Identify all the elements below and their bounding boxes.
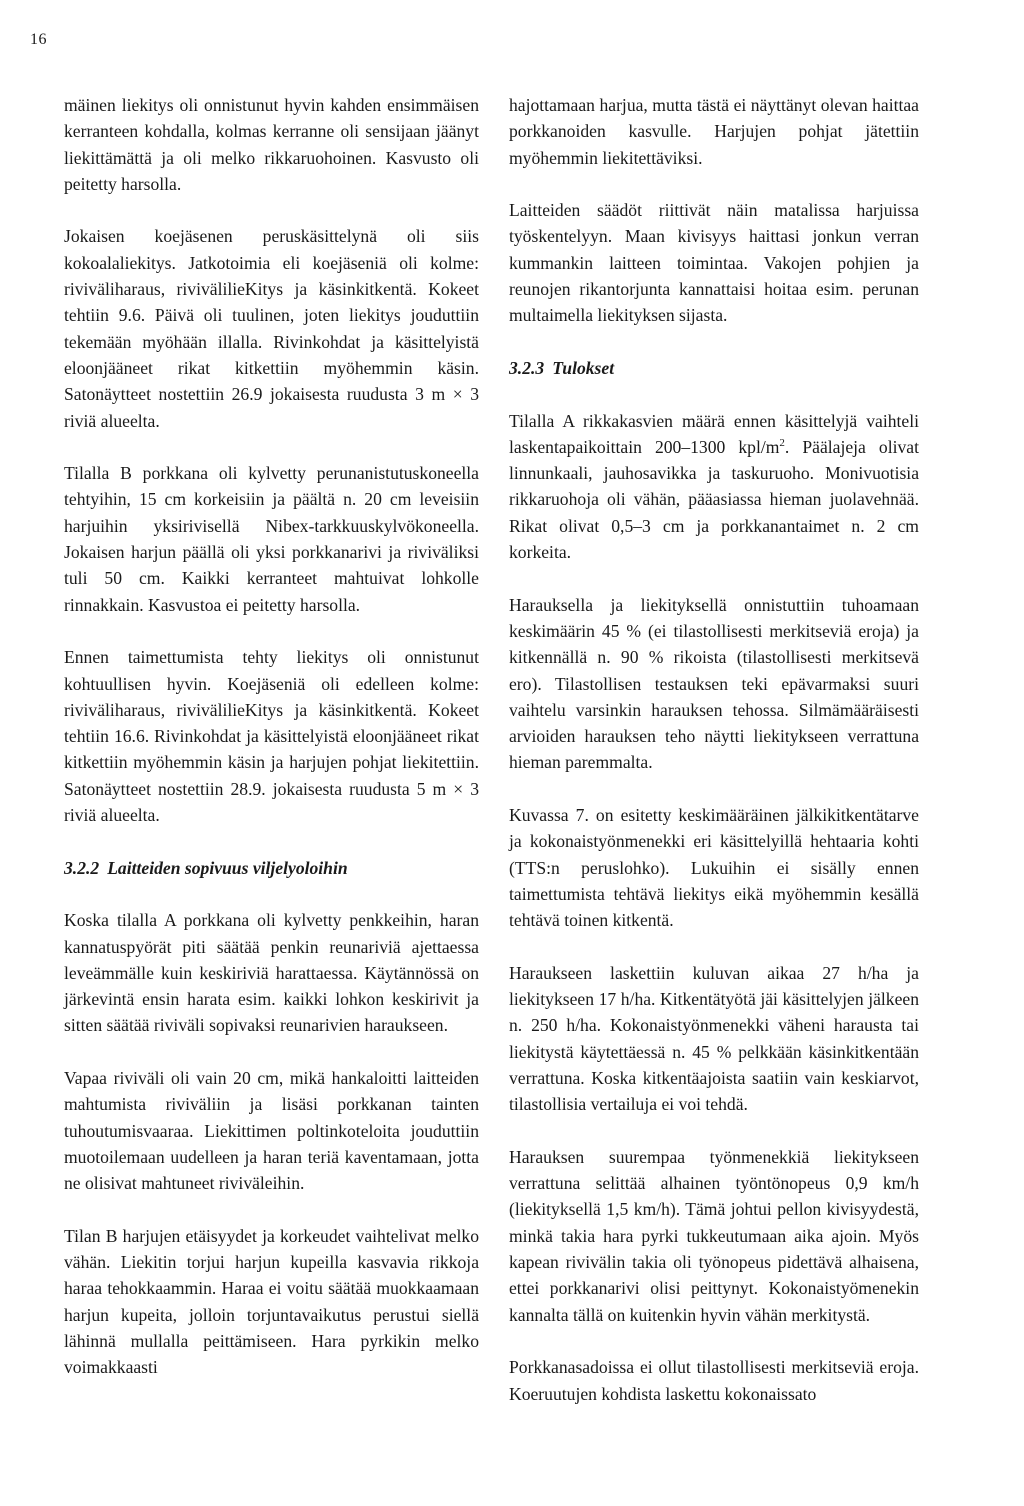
paragraph: Kuvassa 7. on esitetty keskimääräinen jälkikitkentätarve ja kokonaistyönmenekki eri käsittelyillä hehtaaria kohti (TTS:n peruslohko). Lukuihin ei sisälly ennen taimettumista tehtävä liekitys eikä myöhemmin kesällä tehtävä toinen kitkentä. bbox=[509, 805, 919, 931]
page-number: 16 bbox=[30, 31, 47, 48]
paragraph: Jokaisen koejäsenen peruskäsittelynä oli siis kokoalaliekitys. Jatkotoimia eli koejäseniä oli kolme: riviväliharaus, rivivälilieKitys ja käsinkitkentä. Kokeet tehtiin 9.6. Päivä oli tuulinen, joten liekitys jouduttiin tekemään myöhään illalla. Rivinkohdat ja käsittelyistä eloonjääneet rikat kitkettiin myöhemmin käsin. Satonäytteet nostettiin 26.9 jokaisesta ruudusta 3 m × 3 riviä alueelta. bbox=[64, 226, 479, 431]
superscript: 2 bbox=[779, 436, 785, 449]
left-column bbox=[64, 92, 479, 1407]
paragraph bbox=[509, 408, 919, 566]
paragraph: Vapaa riviväli oli vain 20 cm, mikä hankaloitti laitteiden mahtumista riviväliin ja lisäsi porkkanan tainten tuhoutumisvaaraa. Liekittimen poltinkoteloita jouduttiin muotoilemaan uudelleen ja haran teriä kaventamaan, jotta ne olisivat mahtuneet riviväleihin. bbox=[64, 1067, 479, 1194]
section-number: 3.2.2 bbox=[64, 857, 100, 878]
paragraph: Laitteiden säädöt riittivät näin matalissa harjuissa työskentelyyn. Maan kivisyys haittasi jonkun verran kummankin laitteen toimintaa. Vakojen pohjien ja reunojen rikantorjunta kannattaisi hoitaa esim. perunan multaimella liekityksen sijasta. bbox=[509, 200, 919, 326]
paragraph: Koska tilalla A porkkana oli kylvetty penkkeihin, haran kannatuspyörät piti säätää penkin reunariviä ajettaessa leveämmälle kuin keskiriviä harattaessa. Käytännössä on järkevintä ensin harata esim. kaikki lohkon keskirivit ja sitten säätää riviväli sopivaksi reunarivien haraukseen. bbox=[64, 910, 479, 1036]
section-heading bbox=[64, 855, 479, 881]
paragraph-text: . Päälajeja olivat linnunkaali, jauhosavikka ja taskuruoho. Monivuotisia rikkaruohoja oli vähän, pääasiassa hieman juolavehnää. Rikat olivat 0,5–3 cm ja porkkanantaimet n. 2 cm korkeita. bbox=[509, 436, 919, 563]
paragraph: Tilalla B porkkana oli kylvetty perunanistutuskoneella tehtyihin, 15 cm korkeisiin ja päältä n. 20 cm leveisiin harjuihin yksirivisellä Nibex-tarkkuuskylvökoneella. Jokaisen harjun päällä oli yksi porkkanarivi ja riviväliksi tuli 50 cm. Kaikki kerranteet mahtuivat lohkolle rinnakkain. Kasvustoa ei peitetty harsolla. bbox=[64, 463, 479, 615]
paragraph: Haraukseen laskettiin kuluvan aikaa 27 h/ha ja liekitykseen 17 h/ha. Kitkentätyötä jäi käsittelyjen jälkeen n. 250 h/ha. Kokonaistyönmenekki väheni harausta tai liekitystä käytettäessä n. 45 % pelkkään käsinkitkentään verrattuna. Koska kitkentäajoista saatiin vain keskiarvot, tilastollisia vertailuja ei voi tehdä. bbox=[509, 962, 919, 1115]
section-title: Laitteiden sopivuus viljelyoloihin bbox=[107, 857, 348, 878]
paragraph: Harauksella ja liekityksellä onnistuttiin tuhoamaan keskimäärin 45 % (ei tilastollisesti merkitseviä eroja) ja kitkennällä n. 90 % rikoista (tilastollisesti merkitsevä ero). Tilastollisen testauksen teki epävarmaksi suuri vaihtelu varsinkin harauksen tehossa. Silmämääräisesti arvioiden harauksen teho näytti liekitykseen verrattuna hieman paremmalta. bbox=[509, 594, 919, 773]
right-column bbox=[509, 92, 919, 1433]
section-heading bbox=[509, 355, 919, 381]
paragraph: Tilan B harjujen etäisyydet ja korkeudet vaihtelivat melko vähän. Liekitin torjui harjun kupeilla kasvavia rikkoja haraa tehokkaammin. Haraa ei voitu säätää muokkaamaan harjun kupeita, jolloin torjuntavaikutus perustui siellä lähinnä mullalla peittämiseen. Hara pyrkikin melko voimakkaasti bbox=[64, 1225, 479, 1378]
paragraph: mäinen liekitys oli onnistunut hyvin kahden ensimmäisen kerranteen kohdalla, kolmas kerranne oli sensijaan jäänyt liekittämättä ja oli melko rikkaruohoinen. Kasvusto oli peitetty harsolla. bbox=[64, 95, 479, 194]
paragraph: hajottamaan harjua, mutta tästä ei näyttänyt olevan haittaa porkkanoiden kasvulle. Harjujen pohjat jätettiin myöhemmin liekitettäviksi. bbox=[509, 95, 919, 168]
paragraph: Ennen taimettumista tehty liekitys oli onnistunut kohtuullisen hyvin. Koejäseniä oli edelleen kolme: riviväliharaus, rivivälilieKitys ja käsinkitkentä. Kokeet tehtiin 16.6. Rivinkohdat ja käsittelyistä eloonjääneet rikat kitkettiin myöhemmin käsin ja harjujen pohjat liekitettiin. Satonäytteet nostettiin 28.9. jokaisesta ruudusta 5 m × 3 riviä alueelta. bbox=[64, 647, 479, 826]
paragraph: Porkkanasadoissa ei ollut tilastollisesti merkitseviä eroja. Koeruutujen kohdista laskettu kokonaissato bbox=[509, 1357, 919, 1404]
section-number: 3.2.3 bbox=[509, 357, 545, 378]
paragraph: Harauksen suurempaa työnmenekkiä liekitykseen verrattuna selittää alhainen työntönopeus 0,9 km/h (liekityksellä 1,5 km/h). Tämä johtui pellon kivisyydestä, minkä takia hara pyrki tukkeutumaan aika ajoin. Myös kapean rivivälin takia oli työnopeus pidettävä alhaisena, ettei porkkanarivi olisi peittynyt. Kokonaistyömenekin kannalta tällä on kuitenkin hyvin vähän merkitystä. bbox=[509, 1146, 919, 1325]
section-title: Tulokset bbox=[552, 357, 615, 378]
paragraph-text: Tilalla A rikkakasvien määrä ennen käsittelyjä vaihteli laskentapaikoittain 200–1300 kpl/m bbox=[509, 410, 919, 457]
